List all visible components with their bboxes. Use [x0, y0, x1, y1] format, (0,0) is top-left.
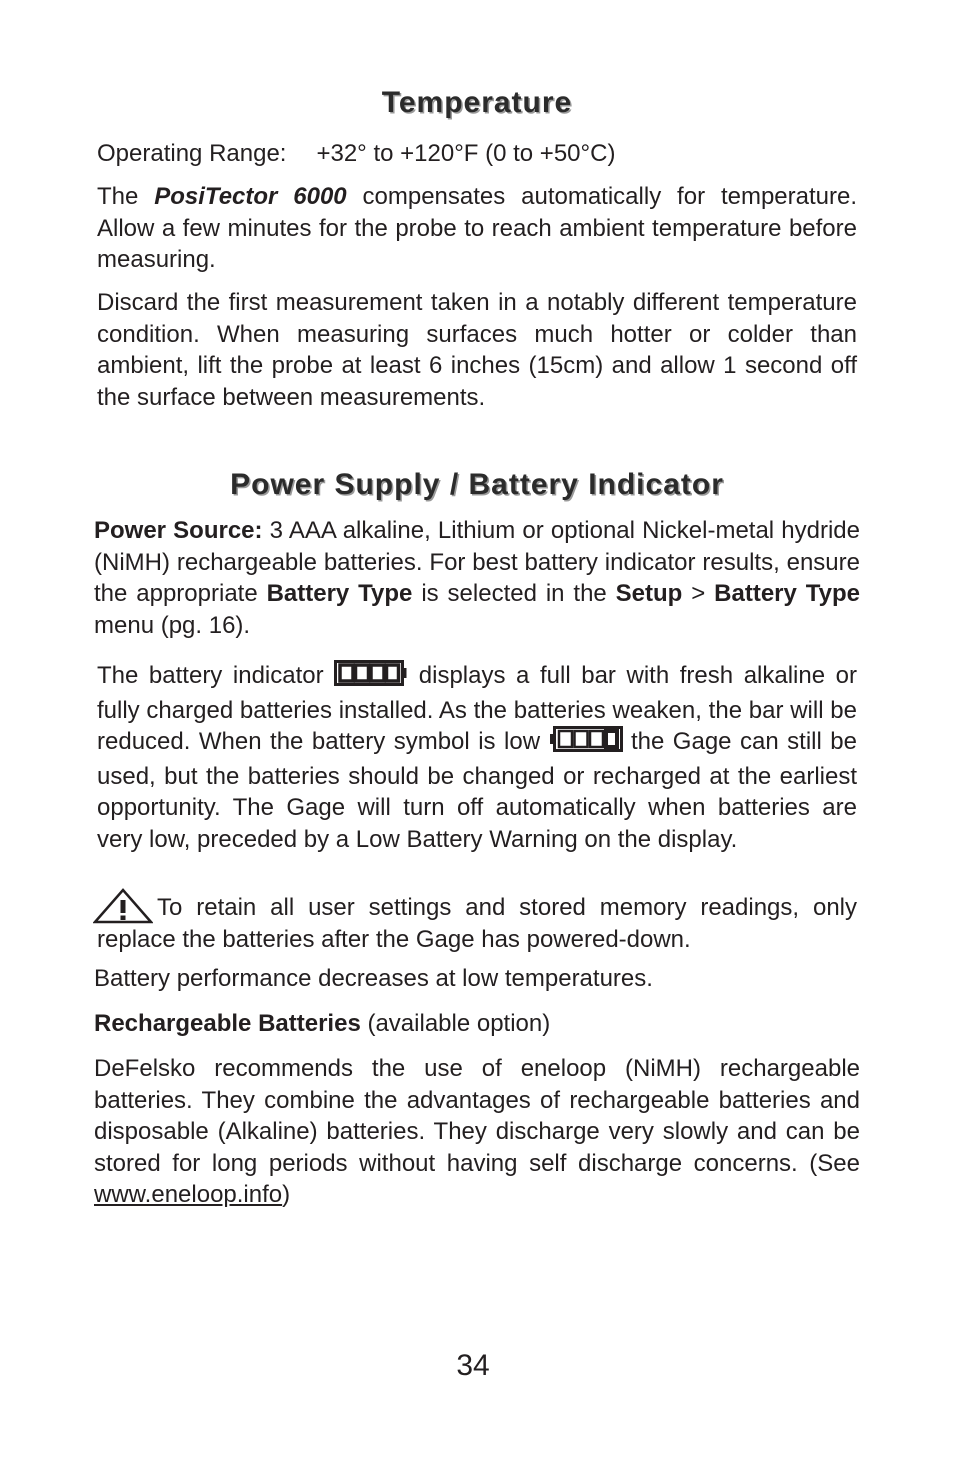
product-name: PosiTector 6000 — [154, 183, 347, 210]
battery-full-icon — [334, 660, 408, 695]
indicator-text-3: the Gage can still be used, but the batteries should be changed or recharged at the earliest opportunity. The Gage will turn off automatically when batteries are very low, preceded by a Low Battery Warning on the display. — [97, 728, 857, 853]
indicator-text-1: The battery indicator — [97, 662, 335, 689]
power-source-text-3: menu (pg. 16). — [94, 611, 251, 639]
rechargeable-batteries-line — [94, 1008, 860, 1040]
warning-paragraph — [97, 892, 857, 955]
operating-range — [97, 138, 857, 170]
warning-text: To retain all user settings and stored memory readings, only replace the batteries after the Gage has powered-down. — [97, 894, 857, 953]
eneloop-text: DeFelsko recommends the use of eneloop (NiMH) rechargeable batteries. They combine the advantages of rechargeable batteries and disposable (Alkaline) batteries. They discharge very slowly and can be stored for long periods without having self discharge concerns. (See — [94, 1055, 860, 1177]
battery-indicator-paragraph — [97, 660, 857, 855]
temperature-compensation-paragraph — [97, 181, 857, 276]
rechargeable-batteries-label: Rechargeable Batteries — [94, 1010, 361, 1037]
compensation-text: compensates automatically for temperature. Allow a few minutes for the probe to reach ambient temperature before measuring. — [97, 183, 858, 273]
rechargeable-note: (available option) — [360, 1010, 551, 1037]
word-the: The — [97, 183, 139, 210]
warning-triangle-icon — [93, 888, 153, 933]
eneloop-paragraph — [94, 1053, 860, 1211]
eneloop-link[interactable]: www.eneloop.info — [94, 1181, 283, 1208]
battery-type-menu-term: Battery Type — [714, 580, 860, 607]
temperature-heading: Temperature — [381, 86, 573, 119]
setup-term: Setup — [615, 580, 683, 607]
power-source-label: Power Source: — [94, 517, 263, 544]
menu-separator: > — [682, 580, 715, 607]
closing-paren: ) — [282, 1181, 291, 1208]
battery-low-icon — [549, 726, 623, 761]
page-number: 34 — [456, 1349, 490, 1382]
battery-performance-note: Battery performance decreases at low temperatures. — [94, 965, 653, 992]
power-source-text-2: is selected in the — [412, 580, 616, 607]
operating-range-value: +32° to +120°F (0 to +50°C) — [316, 140, 616, 167]
discard-measurement-paragraph: Discard the first measurement taken in a notably different temperature condition. When measuring surfaces much hotter or colder than ambient, lift the probe at least 6 inches (15cm) and allow 1 second off the surface between measurements. — [97, 289, 857, 411]
battery-type-term: Battery Type — [266, 580, 413, 607]
power-supply-heading: Power Supply / Battery Indicator — [230, 468, 724, 501]
power-source-text: 3 AAA alkaline, Lithium or optional Nickel-metal hydride (NiMH) rechargeable batteries. For best battery indicator results, ensure the appropriate — [94, 517, 861, 607]
indicator-text-2: displays a full bar with fresh alkaline or fully charged batteries installed. As the batteries weaken, the bar will be reduced. When the battery symbol is low — [97, 662, 857, 755]
power-source-paragraph — [94, 515, 860, 641]
operating-range-label: Operating Range: — [97, 140, 287, 167]
